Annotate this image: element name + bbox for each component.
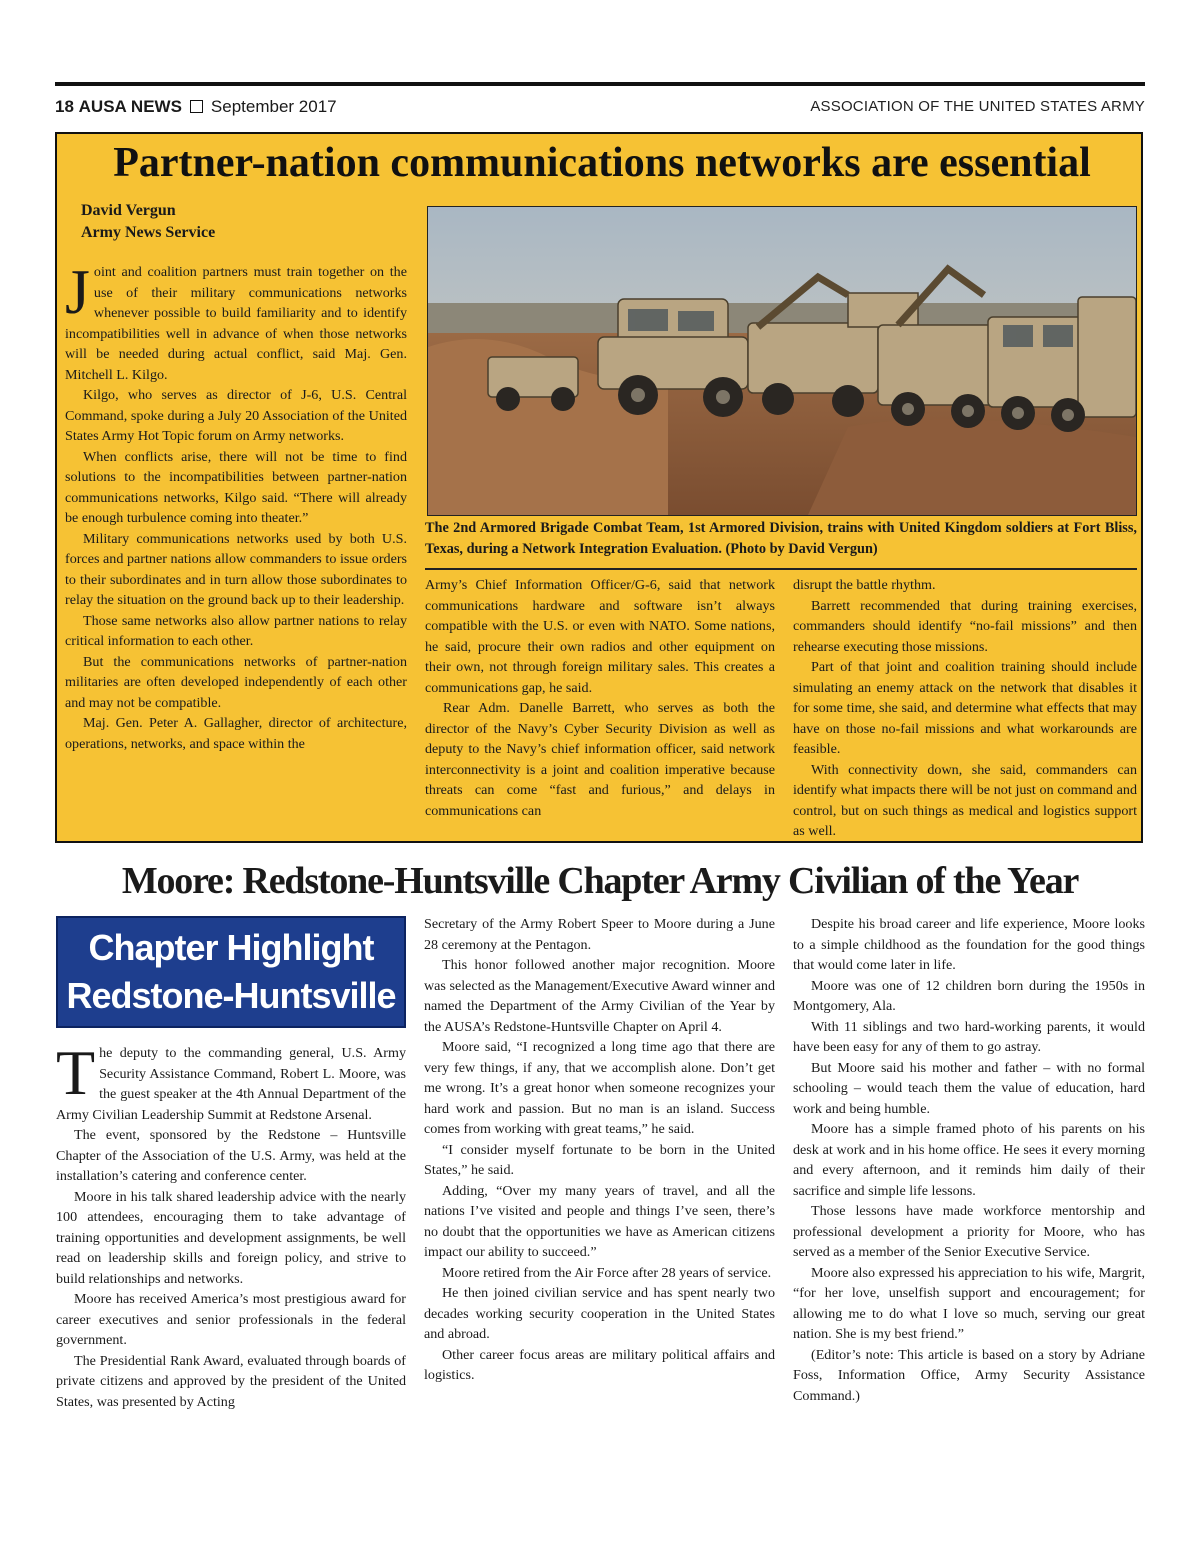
- paragraph: With connectivity down, she said, commanders can identify what impacts there will be not just on command and control, but on such things as medical and logistics support as well.: [793, 761, 1137, 839]
- paragraph: disrupt the battle rhythm.: [793, 577, 936, 593]
- paragraph: “I consider myself fortunate to be born in the United States,” he said.: [424, 1141, 775, 1178]
- square-bullet-icon: [190, 100, 203, 113]
- paragraph: Kilgo, who serves as director of J-6, U.S. Central Command, spoke during a July 20 Association of the United States Army Hot Topic forum on Army networks.: [65, 387, 407, 444]
- article-column-2: [425, 575, 775, 821]
- paragraph: Military communications networks used by both U.S. forces and partner nations allow commanders to issue orders to their subordinates and in turn allow those subordinates to relay the situation on the ground back up to their leadership.: [65, 530, 407, 608]
- paragraph: Moore was one of 12 children born during the 1950s in Montgomery, Ala.: [793, 977, 1145, 1014]
- page-header: [55, 95, 1145, 121]
- author-name: David Vergun: [81, 202, 176, 219]
- paragraph: Barrett recommended that during training exercises, commanders should identify “no-fail missions” and then rehearse executing those missions.: [793, 597, 1137, 655]
- paragraph: Maj. Gen. Peter A. Gallagher, director of architecture, operations, networks, and space within the: [65, 715, 407, 752]
- paragraph: The Presidential Rank Award, evaluated through boards of private citizens and approved by the president of the United States, was presented by Acting: [56, 1352, 406, 1410]
- banner-line-1: Chapter Highlight: [88, 927, 374, 968]
- chapter-highlight-banner: [56, 916, 406, 1028]
- author-outlet: Army News Service: [81, 224, 216, 241]
- article-panel-networks: [55, 132, 1143, 843]
- paragraph: Moore has a simple framed photo of his parents on his desk at work and in his home office. He sees it every morning and every afternoon, and it reminds him daily of their sacrifice and simple life lessons.: [793, 1121, 1145, 1199]
- paragraph: The event, sponsored by the Redstone – Huntsville Chapter of the Association of the U.S. Army, was held at the installation’s catering and conference center.: [56, 1127, 406, 1184]
- paragraph: oint and coalition partners must train together on the use of their military communications networks whenever possible to build familiarity and to identify incompatibilities well in advance of when those networks will be needed during actual conflict, said Maj. Gen. Mitchell L. Kilgo.: [65, 264, 407, 383]
- page-header-left: [55, 95, 337, 119]
- paragraph: Rear Adm. Danelle Barrett, who serves as both the director of the Navy’s Cyber Security Division as well as deputy to the Navy’s chief information officer, said network interconnectivity is a joint and coalition imperative because threats can come “fast and furious,” and delays in communications can: [425, 700, 775, 819]
- caption-rule: [425, 568, 1137, 570]
- paragraph: Moore in his talk shared leadership advice with the nearly 100 attendees, encouraging them to take advantage of training opportunities and development assignments, be well read on leadership skills and foreign policy, and strive to build relationships and networks.: [56, 1188, 406, 1287]
- paragraph: Those same networks also allow partner nations to relay critical information to each other.: [65, 612, 407, 649]
- byline: [81, 200, 215, 244]
- moore-column-2: [424, 914, 775, 1386]
- paragraph: Army’s Chief Information Officer/G-6, said that network communications hardware and software isn’t always compatible with the U.S. or even with NATO. Some nations, he said, procure their own radios and other equipment on their own, not through foreign military sales. This creates a communications gap, he said.: [425, 577, 775, 696]
- article-column-3: [793, 575, 1137, 842]
- paragraph: But Moore said his mother and father – with no formal schooling – would teach them the value of education, hard work and being humble.: [793, 1059, 1145, 1117]
- article-headline-moore: Moore: Redstone-Huntsville Chapter Army Civilian of the Year: [121, 860, 1079, 902]
- publication-name: AUSA NEWS: [78, 97, 182, 116]
- paragraph: Moore also expressed his appreciation to his wife, Margrit, “for her love, unselfish support and encouragement; for allowing me to do what I love so much, serving our great nation. She is my best friend.”: [793, 1264, 1145, 1342]
- paragraph: (Editor’s note: This article is based on a story by Adriane Foss, Information Office, Army Security Assistance Command.): [793, 1346, 1145, 1404]
- drop-cap: T: [56, 1037, 96, 1108]
- header-rule: [55, 82, 1145, 86]
- issue-date: September 2017: [210, 97, 337, 116]
- military-vehicles-photo: [428, 207, 1136, 515]
- moore-column-3: [793, 914, 1145, 1406]
- paragraph: This honor followed another major recognition. Moore was selected as the Management/Executive Award winner and named the Department of the Army Civilian of the Year by the AUSA’s Redstone-Huntsville Chapter on April 4.: [424, 957, 775, 1035]
- article-headline: Partner-nation communications networks are essential: [113, 140, 1091, 186]
- paragraph: Moore has received America’s most prestigious award for career executives and senior professionals in the federal government.: [56, 1291, 406, 1348]
- banner-line-2: Redstone-Huntsville: [66, 975, 396, 1016]
- paragraph: He then joined civilian service and has spent nearly two decades working security cooperation in the United States and abroad.: [424, 1285, 775, 1342]
- article-column-1: [65, 256, 407, 754]
- organization-name: ASSOCIATION OF THE UNITED STATES ARMY: [810, 98, 1145, 115]
- paragraph: Secretary of the Army Robert Speer to Moore during a June 28 ceremony at the Pentagon.: [424, 916, 775, 953]
- paragraph: When conflicts arise, there will not be time to find solutions to the incompatibilities between partner-nation communications networks, Kilgo said. “There will already be enough turbulence coming into theater.”: [65, 448, 407, 526]
- paragraph: Moore said, “I recognized a long time ago that there are very few things, if any, that we accomplish alone. Don’t get me wrong. It’s a great honor when someone recognizes your hard work and passion. But no man is an island. Success comes from working with great teams,” he said.: [424, 1039, 775, 1137]
- page-number: 18: [55, 97, 74, 116]
- photo-caption: The 2nd Armored Brigade Combat Team, 1st Armored Division, trains with United Kingdom soldiers at Fort Bliss, Texas, during a Network Integration Evaluation. (Photo by David Vergun): [425, 520, 1137, 557]
- paragraph: With 11 siblings and two hard-working parents, it would have been easy for any of them to go astray.: [793, 1018, 1145, 1055]
- paragraph: But the communications networks of partner-nation militaries are often developed independently of each other and may not be compatible.: [65, 653, 407, 711]
- moore-column-1: [56, 1037, 406, 1412]
- paragraph: Adding, “Over my many years of travel, and all the nations I’ve visited and people and things I’ve seen, there’s no doubt that the opportunities we have as American citizens impact our ability to succeed.”: [424, 1182, 775, 1260]
- drop-cap: J: [65, 256, 90, 327]
- paragraph: Those lessons have made workforce mentorship and professional development a priority for Moore, who has served as a member of the Senior Executive Service.: [793, 1203, 1145, 1260]
- paragraph: Despite his broad career and life experience, Moore looks to a simple childhood as the foundation for the good things that would come later in life.: [793, 916, 1145, 973]
- paragraph: Part of that joint and coalition training should include simulating an enemy attack on the network that disables it for some time, she said, and determine what effects that may have on those no-fail missions and what workarounds are feasible.: [793, 659, 1137, 757]
- paragraph: Moore retired from the Air Force after 28 years of service.: [442, 1264, 772, 1281]
- paragraph: he deputy to the commanding general, U.S. Army Security Assistance Command, Robert L. Moore, was the guest speaker at the 4th Annual Department of the Army Civilian Leadership Summit at Redstone Arsenal.: [56, 1045, 406, 1123]
- news-photo: [427, 206, 1137, 516]
- paragraph: Other career focus areas are military political affairs and logistics.: [424, 1346, 775, 1383]
